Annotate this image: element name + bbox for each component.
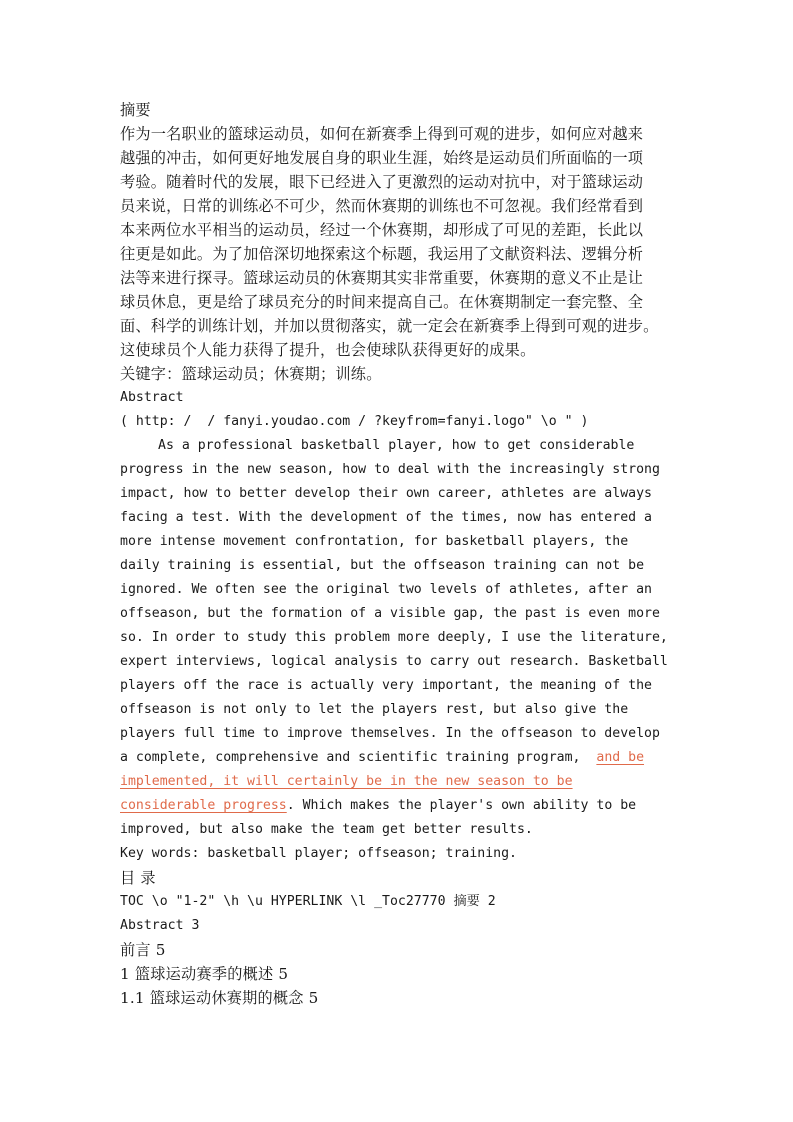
abstract-en-line: improved, but also make the team get better results. xyxy=(120,822,533,837)
toc-entry-abstract-en[interactable]: Abstract 3 xyxy=(120,918,200,933)
abstract-zh-line: 考验。随着时代的发展，眼下已经进入了更激烈的运动对抗中，对于篮球运动 xyxy=(120,173,644,191)
keywords-zh: 关键字：篮球运动员；休赛期；训练。 xyxy=(120,365,382,383)
abstract-en-line: progress in the new season, how to deal with the increasingly strong xyxy=(120,462,660,477)
revision-highlight: and be xyxy=(596,750,645,765)
toc-list xyxy=(120,890,680,1010)
abstract-en-line xyxy=(120,770,680,794)
abstract-en-line: expert interviews, logical analysis to carry out research. Basketball xyxy=(120,654,668,669)
abstract-zh-line: 越强的冲击，如何更好地发展自身的职业生涯，始终是运动员们所面临的一项 xyxy=(120,149,644,167)
document-body xyxy=(120,98,680,1010)
abstract-zh-line: 本来两位水平相当的运动员，经过一个休赛期，却形成了可见的差距，长此以 xyxy=(120,221,644,239)
abstract-zh-paragraph xyxy=(120,122,680,362)
toc-entry-chapter-1[interactable]: 1 篮球运动赛季的概述 5 xyxy=(120,965,289,983)
abstract-en-line: offseason is not only to let the players rest, but also give the xyxy=(120,702,629,717)
abstract-en-line: more intense movement confrontation, for basketball players, the xyxy=(120,534,629,549)
abstract-zh-line: 球员休息，更是给了球员充分的时间来提高自己。在休赛期制定一套完整、全 xyxy=(120,293,644,311)
line-text: a complete, comprehensive and scientific training program, xyxy=(120,750,597,765)
abstract-en-line xyxy=(120,746,680,770)
abstract-zh-heading: 摘要 xyxy=(120,101,151,119)
abstract-en-line: daily training is essential, but the offseason training can not be xyxy=(120,558,645,573)
toc-heading: 目 录 xyxy=(120,869,156,887)
toc-entry-preface[interactable]: 前言 5 xyxy=(120,941,166,959)
abstract-zh-line: 面、科学的训练计划，并加以贯彻落实，就一定会在新赛季上得到可观的进步。 xyxy=(120,317,659,335)
abstract-en-paragraph xyxy=(120,434,680,842)
youdao-link-field[interactable]: ( http: / / fanyi.youdao.com / ?keyfrom=fanyi.logo" \o " ) xyxy=(120,414,589,429)
abstract-en-line xyxy=(120,794,680,818)
abstract-en-line: As a professional basketball player, how to get considerable xyxy=(158,438,635,453)
abstract-en-line: offseason, but the formation of a visible gap, the past is even more xyxy=(120,606,660,621)
toc-entry-section-1-1[interactable]: 1.1 篮球运动休赛期的概念 5 xyxy=(120,989,319,1007)
abstract-en-line: players full time to improve themselves. In the offseason to develop xyxy=(120,726,660,741)
abstract-zh-line: 法等来进行探寻。篮球运动员的休赛期其实非常重要，休赛期的意义不止是让 xyxy=(120,269,644,287)
abstract-en-line: impact, how to better develop their own career, athletes are always xyxy=(120,486,652,501)
abstract-en-line: players off the race is actually very important, the meaning of the xyxy=(120,678,652,693)
abstract-zh-line: 员来说，日常的训练必不可少，然而休赛期的训练也不可忽视。我们经常看到 xyxy=(120,197,644,215)
revision-highlight: implemented, it will certainly be in the new season to be xyxy=(120,774,573,789)
abstract-zh-line: 这使球员个人能力获得了提升，也会使球队获得更好的成果。 xyxy=(120,341,536,359)
revision-highlight: considerable progress xyxy=(120,798,287,813)
abstract-zh-line: 作为一名职业的篮球运动员，如何在新赛季上得到可观的进步，如何应对越来 xyxy=(120,125,644,143)
abstract-en-line: ignored. We often see the original two levels of athletes, after an xyxy=(120,582,652,597)
abstract-zh-line: 往更是如此。为了加倍深切地探索这个标题，我运用了文献资料法、逻辑分析 xyxy=(120,245,644,263)
abstract-en-line: so. In order to study this problem more deeply, I use the literature, xyxy=(120,630,668,645)
abstract-en-line: facing a test. With the development of the times, now has entered a xyxy=(120,510,652,525)
abstract-en-heading: Abstract xyxy=(120,390,184,405)
keywords-en: Key words: basketball player; offseason; training. xyxy=(120,846,517,861)
toc-entry-abstract-zh[interactable]: TOC \o "1-2" \h \u HYPERLINK \l _Toc27770 摘要 2 xyxy=(120,894,496,909)
line-text: . Which makes the player's own ability to be xyxy=(286,798,637,813)
